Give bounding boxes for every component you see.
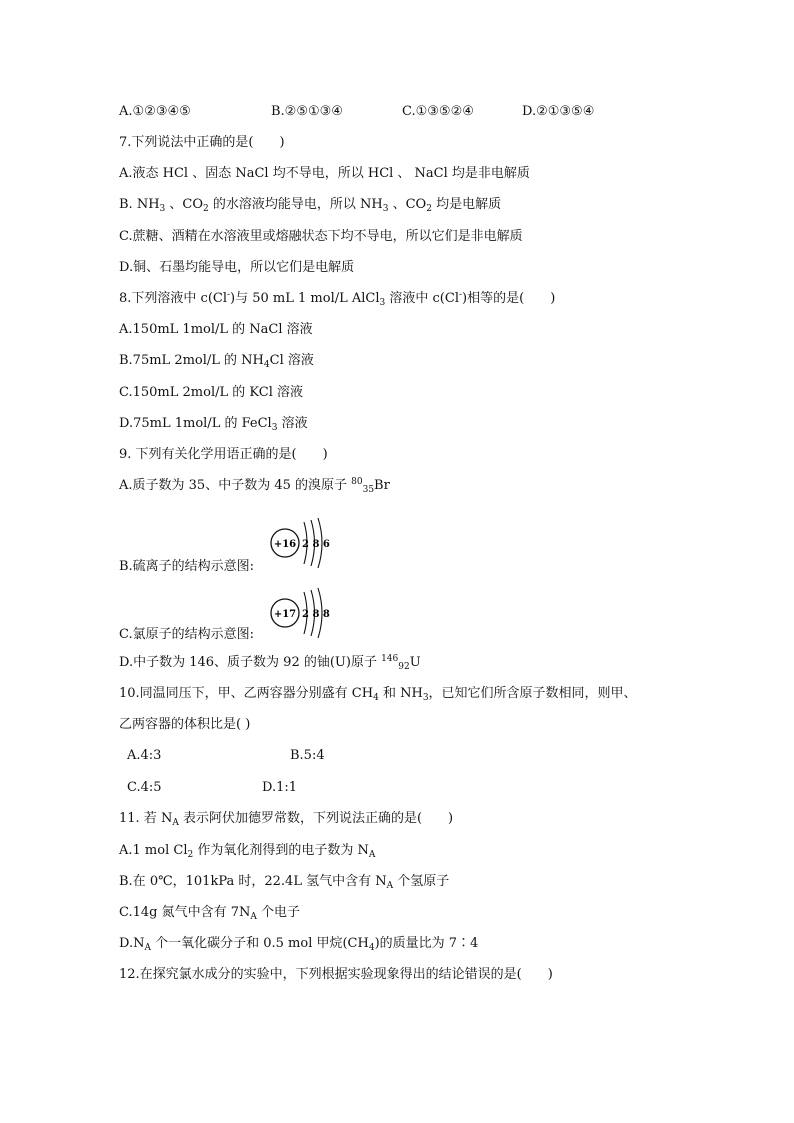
- q6-option-b: B.②⑤①③④: [271, 104, 343, 119]
- q6-options: [119, 104, 639, 120]
- q6-option-c: C.①③⑤②④: [402, 104, 474, 119]
- q9-option-a: A.质子数为 35、中子数为 45 的溴原子 $^{80}_{35}$Br: [119, 477, 390, 495]
- q9-option-d: D.中子数为 146、质子数为 92 的铀(U)原子 $^{146}_{92}$U: [119, 654, 421, 672]
- q9-option-b: B.硫离子的结构示意图:: [119, 559, 255, 574]
- q11-option-d: $D.N_A$ 个一氧化碳分子和 0.5 mol 甲烷$(CH_4)$的质量比为 7∶4: [119, 936, 479, 953]
- q11-option-c: C.14g 氮气中含有 $7N_A$ 个电子: [119, 905, 301, 922]
- q11-option-b: B.在 0℃，101kPa 时，22.4L 氢气中含有 $N_A$ 个氢原子: [119, 874, 450, 891]
- chlorine-shell-electrons: 2 8 8: [302, 609, 330, 620]
- q7-stem: 7.下列说法中正确的是( ): [119, 135, 285, 150]
- q10-option-b: B.5:4: [290, 748, 325, 763]
- q9-option-c: C.氯原子的结构示意图:: [119, 627, 254, 642]
- q8-option-a: A.150mL 1mol/L 的 NaCl 溶液: [119, 322, 313, 337]
- q11-option-a: A.1 mol $Cl_2$ 作为氧化剂得到的电子数为 $N_A$: [119, 843, 376, 860]
- q11-stem: 11. 若 $N_A$ 表示阿伏加德罗常数，下列说法正确的是( ): [119, 811, 454, 828]
- q10-option-c: C.4:5: [127, 780, 162, 795]
- q10-options-row1: [127, 748, 427, 764]
- sulfur-nucleus-charge: +16: [273, 539, 297, 550]
- q12-stem: 12.在探究氯水成分的实验中，下列根据实验现象得出的结论错误的是( ): [119, 967, 553, 982]
- q9-stem: 9. 下列有关化学用语正确的是( ): [119, 447, 328, 462]
- q10-options-row2: [127, 780, 427, 796]
- chlorine-nucleus-charge: +17: [273, 609, 297, 620]
- q10-stem-line2: 乙两容器的体积比是( ): [119, 717, 251, 732]
- q8-option-c: C.150mL 2mol/L 的 KCl 溶液: [119, 385, 303, 400]
- q8-option-d: D.75mL 1mol/L 的 FeCl$_3$ 溶液: [119, 416, 308, 433]
- sulfur-ion-structure-diagram: [268, 516, 338, 570]
- q7-option-d: D.铜、石墨均能导电，所以它们是电解质: [119, 260, 355, 275]
- q10-option-a: A.4:3: [127, 748, 162, 763]
- sulfur-shell-electrons: 2 8 6: [302, 539, 330, 550]
- q6-option-d: D.②①③⑤④: [522, 104, 595, 119]
- q8-stem: 8.下列溶液中 c(Cl-)与 50 mL 1 mol/L AlCl$_3$ 溶液中 c(Cl-)相等的是( ): [119, 290, 556, 308]
- q8-option-b: B.75mL 2mol/L 的 $NH_4Cl$ 溶液: [119, 353, 314, 370]
- q10-option-d: D.1:1: [262, 780, 298, 795]
- q6-option-a: A.①②③④⑤: [119, 104, 191, 119]
- q7-option-b: B. $NH_3$ 、$CO_2$ 的水溶液均能导电，所以 $NH_3$ 、$CO_2$ 均是电解质: [119, 197, 502, 214]
- q7-option-c: C.蔗糖、酒精在水溶液里或熔融状态下均不导电，所以它们是非电解质: [119, 229, 523, 244]
- q7-option-a: A.液态 HCl 、固态 NaCl 均不导电，所以 HCl 、 NaCl 均是非电解质: [119, 166, 530, 181]
- chlorine-atom-structure-diagram: [268, 586, 338, 640]
- q10-stem: 10.同温同压下，甲、乙两容器分别盛有 $CH_4$ 和 $NH_3$，已知它们所含原子数相同，则甲、: [119, 686, 637, 703]
